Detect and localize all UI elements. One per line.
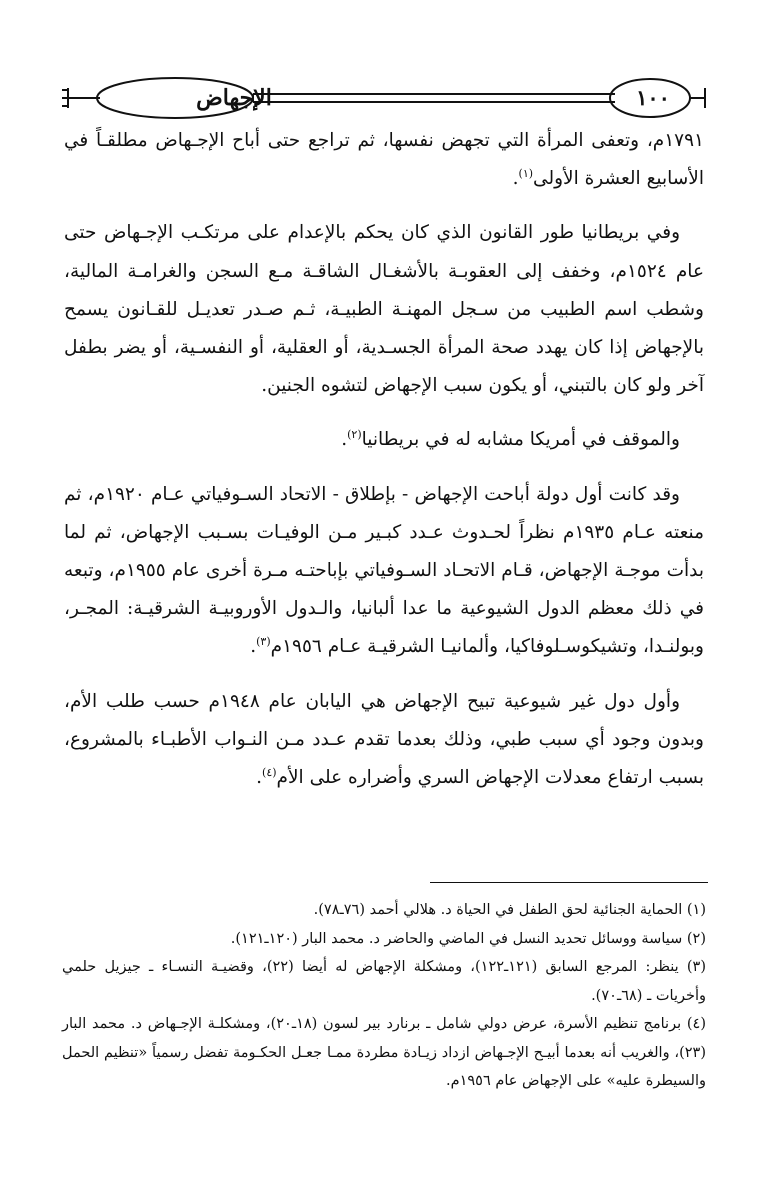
footnote-ref: (٢) xyxy=(347,428,362,442)
footnote: (٣) ينظر: المرجع السابق (١٢١ـ١٢٢)، ومشكلة الإجهاض له أيضا (٢٢)، وقضيـة النسـاء ـ جيزيل حلمي وأخريات ـ (٦٨ـ٧٠). xyxy=(62,959,706,1004)
paragraph: وفي بريطانيا طور القانون الذي كان يحكم بالإعدام على مرتكـب الإجـهاض حتى عام ١٥٢٤م، وخفف إلى العقوبـة بالأشغـال الشاقـة مـع السجن والغرامـة المالية، وشطب اسم الطبيب من سـجل المهنـة الطبيـة، ثـم صـدر تعديـل للقـانون يسمح بالإجهاض إذا كان يهدد صحة المرأة الجسـدية، أو العقلية، أو النفسـية، أو يضر بطفل آخر ولو كان بالتبني، أو يكون سبب الإجهاض لتشوه الجنين. xyxy=(64,222,704,397)
header-ornament xyxy=(60,74,712,126)
page-header xyxy=(60,74,712,126)
footnotes xyxy=(62,896,706,1096)
footnote-ref: (٣) xyxy=(256,635,271,649)
paragraph: وقد كانت أول دولة أباحت الإجهاض - بإطلاق - الاتحاد السـوفياتي عـام ١٩٢٠م، ثم منعته عـام ١٩٣٥م نظراً لحـدوث عـدد كبـير مـن الوفيـات بسـبب الإجهاض، ثم لما بدأت موجـة الإجهاض، قـام الاتحـاد السـوفياتي بإباحتـه مـرة أخرى عام ١٩٥٥م، وتبعه في ذلك معظم الدول الشيوعية ما عدا ألبانيا، والـدول الأوروبيـة الشرقيـة: المجـر، وبولنـدا، وتشيكوسـلوفاكيا، وألمانيـا الشرقيـة عـام ١٩٥٦م$^{(٣)}$. xyxy=(64,483,704,658)
footnote: (١) الحماية الجنائية لحق الطفل في الحياة د. هلالي أحمد (٧٦ـ٧٨). xyxy=(313,902,706,918)
body-text xyxy=(64,122,704,797)
footnote-ref: (٤) xyxy=(262,765,277,779)
header-title: الإجهاض xyxy=(196,85,272,111)
footnote: (٤) برنامج تنظيم الأسرة، عرض دولي شامل ـ برنارد بير لسون (١٨ـ٢٠)، ومشكلـة الإجـهاض د. محمد البار (٢٣)، والغريب أنه بعدما أبيـح الإجـهاض ازداد زيـادة مطردة ممـا جعـل الحكـومة تفضل رسمياً «تنظيم الحمل والسيطرة عليه» على الإجهاض عام ١٩٥٦م. xyxy=(62,1016,706,1089)
paragraph: وأول دول غير شيوعية تبيح الإجهاض هي اليابان عام ١٩٤٨م حسب طلب الأم، وبدون وجود أي سبب طبي، وذلك بعدما تقدم عـدد مـن النـواب الأطبـاء بالمشروع، بسبب ارتفاع معدلات الإجهاض السري وأضراره على الأم$^{(٤)}$. xyxy=(64,690,704,789)
footnote: (٢) سياسة ووسائل تحديد النسل في الماضي والحاضر د. محمد البار (١٢٠ـ١٢١). xyxy=(230,930,706,947)
paragraph: ١٧٩١م، وتعفى المرأة التي تجهض نفسها، ثم تراجع حتى أباح الإجـهاض مطلقـاً في الأسابيع العشرة الأولى$^{(١)}$. xyxy=(64,130,704,190)
page-number: ١٠٠ xyxy=(636,85,670,110)
footnote-divider xyxy=(430,882,708,883)
footnote-ref: (١) xyxy=(518,167,534,181)
paragraph: والموقف في أمريكا مشابه له في بريطانيا$^{(٢)}$. xyxy=(341,428,680,451)
